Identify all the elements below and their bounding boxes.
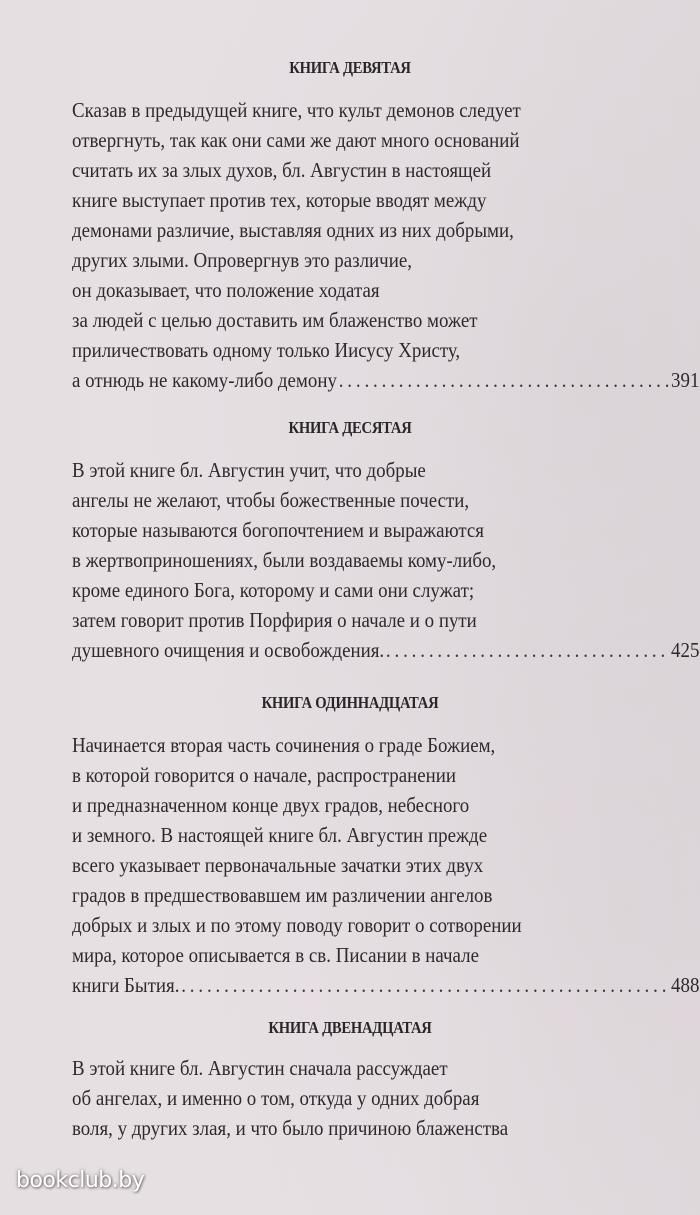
text-line: мира, которое описывается в св. Писании в начале: [72, 943, 479, 967]
section-heading-book-eleven: КНИГА ОДИННАДЦАТАЯ: [261, 693, 439, 712]
text-line: которые называются богопочтением и выражаются: [72, 518, 485, 542]
toc-entry-last-line: [72, 365, 699, 395]
text-line: в жертвоприношениях, были воздаваемы кому-либо,: [72, 548, 497, 572]
text-line: и предназначенном конце двух градов, небесного: [72, 793, 470, 817]
section-text-book-twelve: [72, 1053, 632, 1143]
text-line: добрых и злых и по этому поводу говорит о сотворении: [72, 913, 522, 937]
section-heading-book-ten: КНИГА ДЕСЯТАЯ: [288, 418, 412, 437]
text-line: книги Бытия.: [72, 973, 180, 997]
section-heading-book-twelve: КНИГА ДВЕНАДЦАТАЯ: [268, 1018, 432, 1037]
page-number: 425: [671, 638, 700, 662]
page-number: 488: [671, 973, 700, 997]
text-line: считать их за злых духов, бл. Августин в настоящей: [72, 158, 492, 182]
dot-leader: [339, 365, 670, 395]
text-line: ангелы не желают, чтобы божественные почести,: [72, 488, 470, 512]
text-line: он доказывает, что положение ходатая: [72, 278, 380, 302]
text-line: других злыми. Опровергнув это различие,: [72, 248, 412, 272]
text-line: затем говорит против Порфирия о начале и о пути: [72, 608, 477, 632]
toc-entry-last-line: [72, 970, 699, 1000]
text-line: и земного. В настоящей книге бл. Августин прежде: [72, 823, 488, 847]
text-line: книге выступает против тех, которые вводят между: [72, 188, 487, 212]
watermark-logo: bookclub.by: [16, 1168, 145, 1193]
text-line: об ангелах, и именно о том, откуда у одних добрая: [72, 1086, 480, 1110]
text-line: Начинается вторая часть сочинения о граде Божием,: [72, 733, 496, 757]
page-number: 391: [671, 368, 700, 392]
section-text-book-eleven: [72, 730, 700, 1000]
text-line: за людей с целью доставить им блаженство может: [72, 308, 478, 332]
toc-entry-last-line: [72, 635, 699, 665]
text-line: демонами различие, выставляя одних из них добрыми,: [72, 218, 514, 242]
text-line: в которой говорится о начале, распространении: [72, 763, 457, 787]
text-line: градов в предшествовавшем им различении ангелов: [72, 883, 493, 907]
text-line: приличествовать одному только Иисусу Христу,: [72, 338, 461, 362]
text-line: всего указывает первоначальные зачатки этих двух: [72, 853, 484, 877]
section-text-book-ten: [72, 455, 700, 665]
text-line: душевного очищения и освобождения.: [72, 638, 385, 662]
text-line: кроме единого Бога, которому и сами они служат;: [72, 578, 475, 602]
section-text-book-nine: [72, 95, 700, 395]
text-line: В этой книге бл. Августин учит, что добрые: [72, 458, 426, 482]
text-line: а отнюдь не какому-либо демону: [72, 368, 337, 392]
text-line: воля, у других злая, и что было причиною блаженства: [72, 1116, 509, 1140]
dot-leader: [181, 970, 669, 1000]
dot-leader: [386, 635, 669, 665]
text-line: отвергнуть, так как они сами же дают много оснований: [72, 128, 520, 152]
text-line: Сказав в предыдущей книге, что культ демонов следует: [72, 98, 521, 122]
section-heading-book-nine: КНИГА ДЕВЯТАЯ: [289, 58, 411, 77]
text-line: В этой книге бл. Августин сначала рассуждает: [72, 1056, 448, 1080]
